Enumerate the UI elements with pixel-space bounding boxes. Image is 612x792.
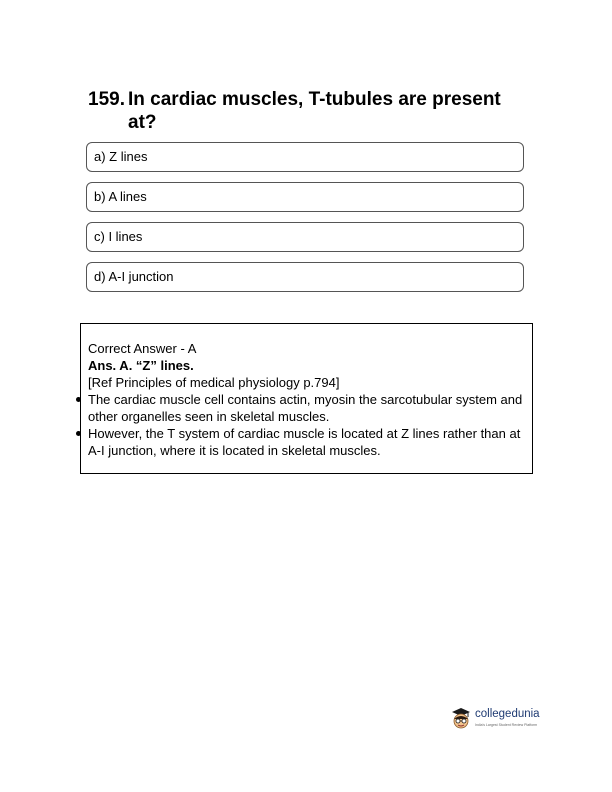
option-d-label: d) A-I junction [94,269,174,284]
question-text-line1: In cardiac muscles, T-tubules are present [128,89,501,110]
question-number: 159. [88,89,125,110]
question-heading [88,88,538,134]
answer-heading: Ans. A. “Z” lines. [88,358,194,373]
option-b-label: b) A lines [94,189,147,204]
bullet-icon [76,397,81,402]
collegedunia-logo [450,704,550,734]
answer-bullet-1-text: The cardiac muscle cell contains actin, myosin the sarcotubular system and other organelles seen in skeletal muscles. [88,392,523,424]
option-c[interactable] [86,222,524,252]
answer-bullet-2 [88,425,524,459]
option-a-label: a) Z lines [94,149,148,164]
logo-tagline: India's Largest Student Review Platform [475,723,538,727]
logo-name: collegedunia [475,708,540,720]
correct-answer: Correct Answer - A [88,341,197,356]
option-b[interactable] [86,182,524,212]
answer-bullet-1 [88,391,524,425]
option-d[interactable] [86,262,524,292]
answer-bullet-2-text: However, the T system of cardiac muscle is located at Z lines rather than at A-I junction, where it is located in skeletal muscles. [88,426,521,458]
answer-reference: [Ref Principles of medical physiology p.794] [88,375,340,390]
bullet-icon [76,431,81,436]
graduate-mascot-icon [450,706,472,730]
option-c-label: c) I lines [94,229,143,244]
option-a[interactable] [86,142,524,172]
question-text-line2: at? [128,112,157,133]
answer-box [80,323,533,474]
